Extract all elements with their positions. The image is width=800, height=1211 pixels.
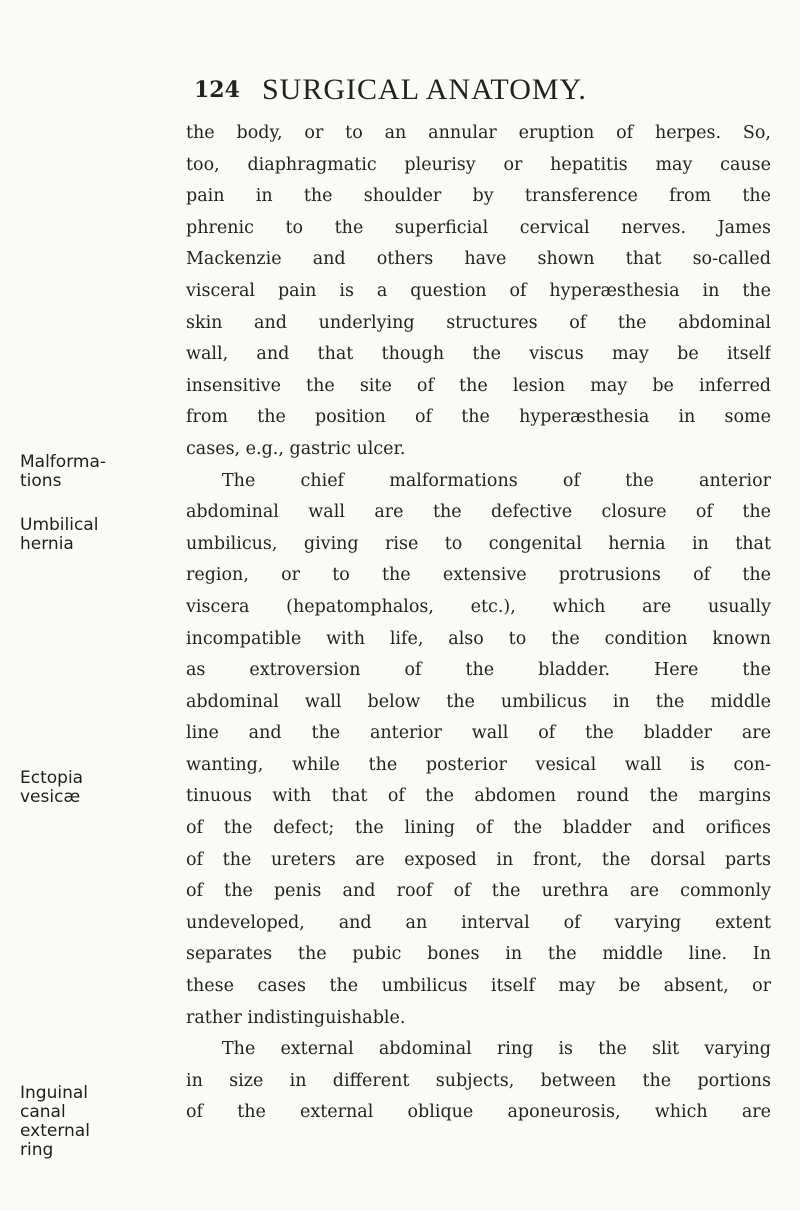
sidenote-line: Umbilical bbox=[20, 515, 99, 535]
page-number: 124 bbox=[194, 77, 240, 103]
text-line: visceral pain is a question of hyperæsthesia in the bbox=[186, 280, 771, 301]
text-line: undeveloped, and an interval of varying extent bbox=[186, 912, 771, 933]
text-line: too, diaphragmatic pleurisy or hepatitis may cause bbox=[186, 154, 771, 175]
text-line: line and the anterior wall of the bladder are bbox=[186, 723, 771, 744]
text-line: as extroversion of the bladder. Here the bbox=[186, 660, 771, 681]
text-line: pain in the shoulder by transference from the bbox=[186, 186, 771, 207]
text-line: abdominal wall below the umbilicus in the middle bbox=[186, 691, 771, 712]
text-line: rather indistinguishable. bbox=[186, 1007, 406, 1028]
text-line: viscera (hepatomphalos, etc.), which are usually bbox=[186, 596, 771, 617]
text-line: insensitive the site of the lesion may be inferred bbox=[186, 375, 771, 396]
text-line: the body, or to an annular eruption of herpes. So, bbox=[186, 123, 771, 143]
text-line: The external abdominal ring is the slit varying bbox=[222, 1039, 771, 1060]
sidenote-line: Inguinal bbox=[20, 1083, 88, 1103]
sidenote-line: external bbox=[20, 1121, 90, 1141]
sidenote-line: canal bbox=[20, 1102, 66, 1122]
text-line: phrenic to the superficial cervical nerves. James bbox=[186, 217, 771, 238]
sidenote-malformations bbox=[20, 453, 106, 491]
text-line: tinuous with that of the abdomen round the margins bbox=[186, 786, 771, 807]
sidenote-inguinal-canal bbox=[20, 1084, 90, 1160]
sidenote-umbilical-hernia bbox=[20, 516, 98, 554]
text-line: separates the pubic bones in the middle line. In bbox=[186, 944, 771, 965]
text-line: The chief malformations of the anterior bbox=[222, 470, 771, 491]
text-line: of the external oblique aponeurosis, which are bbox=[186, 1102, 771, 1123]
text-line: Mackenzie and others have shown that so-called bbox=[186, 249, 771, 270]
running-head: SURGICAL ANATOMY. bbox=[262, 73, 587, 106]
text-line: umbilicus, giving rise to congenital hernia in that bbox=[186, 533, 771, 554]
text-line: of the penis and roof of the urethra are commonly bbox=[186, 881, 771, 902]
page-header bbox=[0, 72, 800, 108]
body-text bbox=[186, 118, 771, 1129]
text-line: these cases the umbilicus itself may be absent, or bbox=[186, 976, 771, 997]
text-line: cases, e.g., gastric ulcer. bbox=[186, 438, 406, 459]
text-line: of the defect; the lining of the bladder and orifices bbox=[186, 818, 771, 839]
text-line: of the ureters are exposed in front, the dorsal parts bbox=[186, 849, 771, 870]
sidenote-line: hernia bbox=[20, 534, 74, 554]
sidenote-line: Ectopia bbox=[20, 768, 84, 788]
text-line: incompatible with life, also to the condition known bbox=[186, 628, 771, 649]
sidenote-line: ring bbox=[20, 1140, 54, 1160]
text-line: region, or to the extensive protrusions of the bbox=[186, 565, 771, 586]
text-line: abdominal wall are the defective closure of the bbox=[186, 502, 771, 523]
sidenote-ectopia-vesicae bbox=[20, 769, 83, 807]
text-line: wanting, while the posterior vesical wall is con- bbox=[186, 754, 771, 775]
text-line: from the position of the hyperæsthesia in some bbox=[186, 407, 771, 428]
text-line: skin and underlying structures of the abdominal bbox=[186, 312, 771, 333]
text-line: in size in different subjects, between the portions bbox=[186, 1070, 771, 1091]
sidenote-line: Malforma- bbox=[20, 452, 106, 472]
sidenote-line: tions bbox=[20, 471, 62, 491]
text-line: wall, and that though the viscus may be itself bbox=[186, 344, 771, 365]
sidenote-line: vesicæ bbox=[20, 787, 81, 807]
